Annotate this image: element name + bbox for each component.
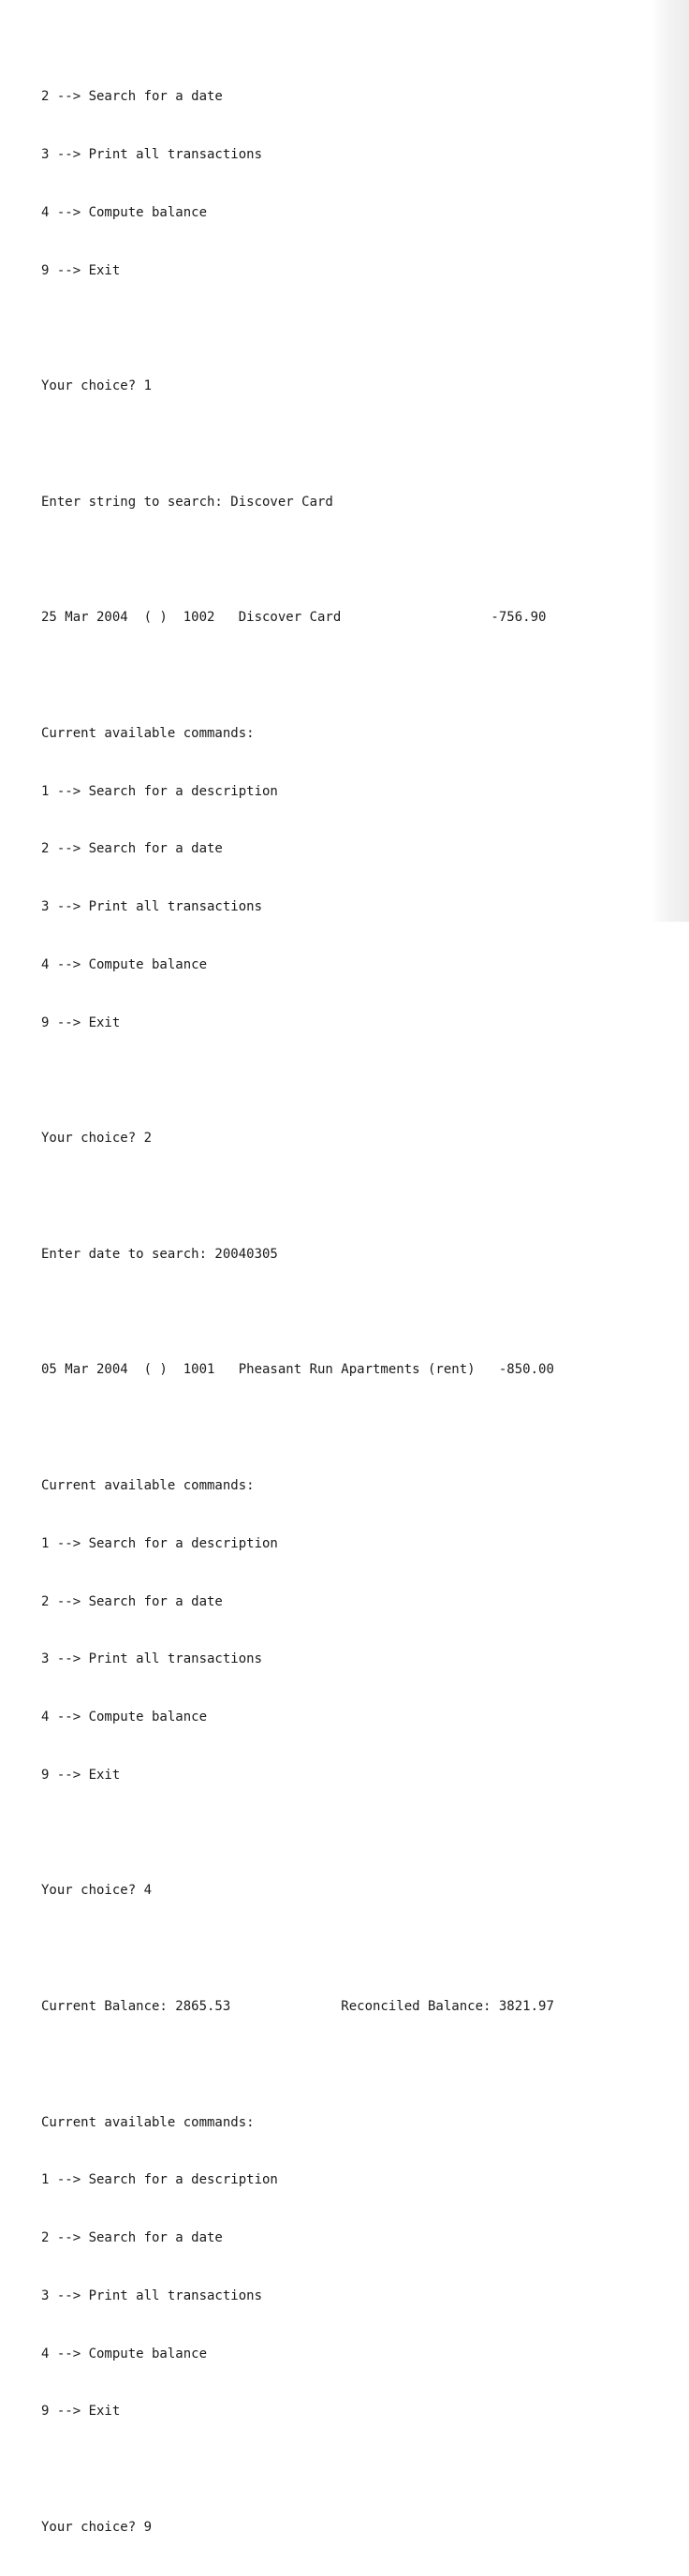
menu-option-search-date: 2 --> Search for a date	[41, 1593, 223, 1609]
blank-line	[41, 1418, 640, 1438]
menu-option-search-date: 2 --> Search for a date	[41, 841, 223, 857]
menu-option-search-description: 1 --> Search for a description	[41, 2172, 278, 2188]
menu-option-print-all: 3 --> Print all transactions	[41, 146, 263, 162]
balance-result: Current Balance: 2865.53 Reconciled Balance: 3821.97	[41, 1998, 554, 2014]
choice-prompt: Your choice? 1	[41, 378, 153, 394]
menu-option-search-date: 2 --> Search for a date	[41, 89, 223, 105]
blank-line	[41, 1071, 640, 1090]
menu-option-compute-balance: 4 --> Compute balance	[41, 2346, 208, 2361]
blank-line	[41, 550, 640, 570]
menu-option-search-date: 2 --> Search for a date	[41, 2230, 223, 2246]
blank-line	[41, 1824, 640, 1843]
blank-line	[41, 2055, 640, 2075]
menu-option-search-description: 1 --> Search for a description	[41, 1535, 278, 1551]
menu-option-exit: 9 --> Exit	[41, 1767, 121, 1783]
menu-option-print-all: 3 --> Print all transactions	[41, 899, 263, 915]
menu-option-print-all: 3 --> Print all transactions	[41, 1651, 263, 1667]
menu-option-exit: 9 --> Exit	[41, 262, 121, 278]
menu-option-search-description: 1 --> Search for a description	[41, 783, 278, 799]
menu-option-print-all: 3 --> Print all transactions	[41, 2287, 263, 2303]
search-date-prompt: Enter date to search: 20040305	[41, 1246, 278, 1262]
transaction-result: 25 Mar 2004 ( ) 1002 Discover Card -756.90	[41, 610, 547, 626]
menu-option-compute-balance: 4 --> Compute balance	[41, 956, 208, 972]
menu-option-compute-balance: 4 --> Compute balance	[41, 204, 208, 220]
blank-line	[41, 666, 640, 686]
choice-prompt: Your choice? 9	[41, 2520, 153, 2535]
blank-line	[41, 318, 640, 338]
blank-line	[41, 1303, 640, 1323]
menu-option-exit: 9 --> Exit	[41, 1014, 121, 1030]
choice-prompt: Your choice? 2	[41, 1131, 153, 1147]
commands-header: Current available commands:	[41, 2114, 255, 2130]
blank-line	[41, 2460, 640, 2480]
blank-line	[41, 435, 640, 454]
blank-line	[41, 1187, 640, 1207]
commands-header: Current available commands:	[41, 725, 255, 741]
search-string-prompt: Enter string to search: Discover Card	[41, 494, 333, 510]
choice-prompt: Your choice? 4	[41, 1883, 153, 1899]
terminal-output	[41, 49, 640, 2576]
menu-option-exit: 9 --> Exit	[41, 2404, 121, 2420]
commands-header: Current available commands:	[41, 1477, 255, 1493]
transaction-result: 05 Mar 2004 ( ) 1001 Pheasant Run Apartments (rent) -850.00	[41, 1362, 554, 1378]
blank-line	[41, 1939, 640, 1959]
menu-option-compute-balance: 4 --> Compute balance	[41, 1710, 208, 1725]
